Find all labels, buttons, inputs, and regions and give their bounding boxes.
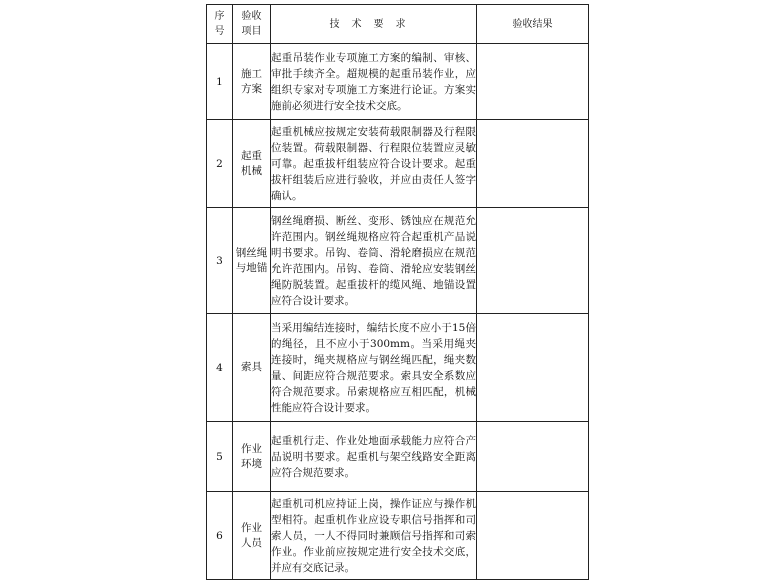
row-no: 1 <box>207 44 233 120</box>
header-item-line2: 项目 <box>241 26 262 37</box>
row-no: 6 <box>207 492 233 580</box>
row-item-line1: 钢丝绳 <box>235 246 268 259</box>
header-no-line2: 号 <box>214 26 225 37</box>
row-item <box>233 422 271 492</box>
row-result[interactable] <box>477 208 589 314</box>
row-requirement: 钢丝绳磨损、断丝、变形、锈蚀应在规范允许范围内。钢丝绳规格应符合起重机产品说明书要求。吊钩、卷筒、滑轮磨损应在规范允许范围内。吊钩、卷筒、滑轮应安装钢丝绳防脱装置。起重拔杆的缆风绳、地锚设置应符合设计要求。 <box>271 208 477 314</box>
row-item <box>233 492 271 580</box>
row-item-line1: 作业 <box>241 521 262 534</box>
row-item-line1: 施工 <box>241 67 262 80</box>
row-item-line2: 方案 <box>241 82 262 95</box>
row-result[interactable] <box>477 422 589 492</box>
header-result: 验收结果 <box>477 5 589 44</box>
row-item <box>233 208 271 314</box>
header-requirement: 技术要求 <box>271 5 477 44</box>
row-item-line1: 起重 <box>241 149 262 162</box>
table-row <box>207 120 589 208</box>
row-item <box>233 314 271 422</box>
row-item-line2: 与地锚 <box>235 261 268 274</box>
row-requirement: 起重吊装作业专项施工方案的编制、审核、审批手续齐全。超规模的起重吊装作业，应组织专家对专项施工方案进行论证。方案实施前必须进行安全技术交底。 <box>271 44 477 120</box>
row-item-line1: 索具 <box>241 361 262 373</box>
row-item <box>233 44 271 120</box>
table-row <box>207 44 589 120</box>
inspection-table <box>206 4 589 580</box>
header-no <box>207 5 233 44</box>
header-item <box>233 5 271 44</box>
header-no-line1: 序 <box>214 11 225 22</box>
row-requirement: 当采用编结连接时，编结长度不应小于15倍的绳径，且不应小于300mm。当采用绳夹连接时，绳夹规格应与钢丝绳匹配，绳夹数量、间距应符合规范要求。索具安全系数应符合规范要求。吊索规格应互相匹配，机械性能应符合设计要求。 <box>271 314 477 422</box>
row-no: 3 <box>207 208 233 314</box>
row-result[interactable] <box>477 120 589 208</box>
row-no: 4 <box>207 314 233 422</box>
row-requirement: 起重机司机应持证上岗，操作证应与操作机型相符。起重机作业应设专职信号指挥和司索人员，一人不得同时兼顾信号指挥和司索作业。作业前应按规定进行安全技术交底，并应有交底记录。 <box>271 492 477 580</box>
row-result[interactable] <box>477 314 589 422</box>
row-item-line2: 环境 <box>241 457 262 470</box>
row-no: 2 <box>207 120 233 208</box>
row-no: 5 <box>207 422 233 492</box>
table-row <box>207 314 589 422</box>
row-item-line1: 作业 <box>241 442 262 455</box>
row-requirement: 起重机械应按规定安装荷载限制器及行程限位装置。荷载限制器、行程限位装置应灵敏可靠。起重拔杆组装应符合设计要求。起重拔杆组装后应进行验收，并应由责任人签字确认。 <box>271 120 477 208</box>
table-header-row <box>207 5 589 44</box>
table-row <box>207 422 589 492</box>
row-item-line2: 机械 <box>241 164 262 177</box>
header-item-line1: 验收 <box>241 11 262 22</box>
table-row <box>207 208 589 314</box>
row-result[interactable] <box>477 44 589 120</box>
row-requirement: 起重机行走、作业处地面承载能力应符合产品说明书要求。起重机与架空线路安全距离应符合规范要求。 <box>271 422 477 492</box>
row-item <box>233 120 271 208</box>
table-row <box>207 492 589 580</box>
row-item-line2: 人员 <box>241 536 262 549</box>
row-result[interactable] <box>477 492 589 580</box>
